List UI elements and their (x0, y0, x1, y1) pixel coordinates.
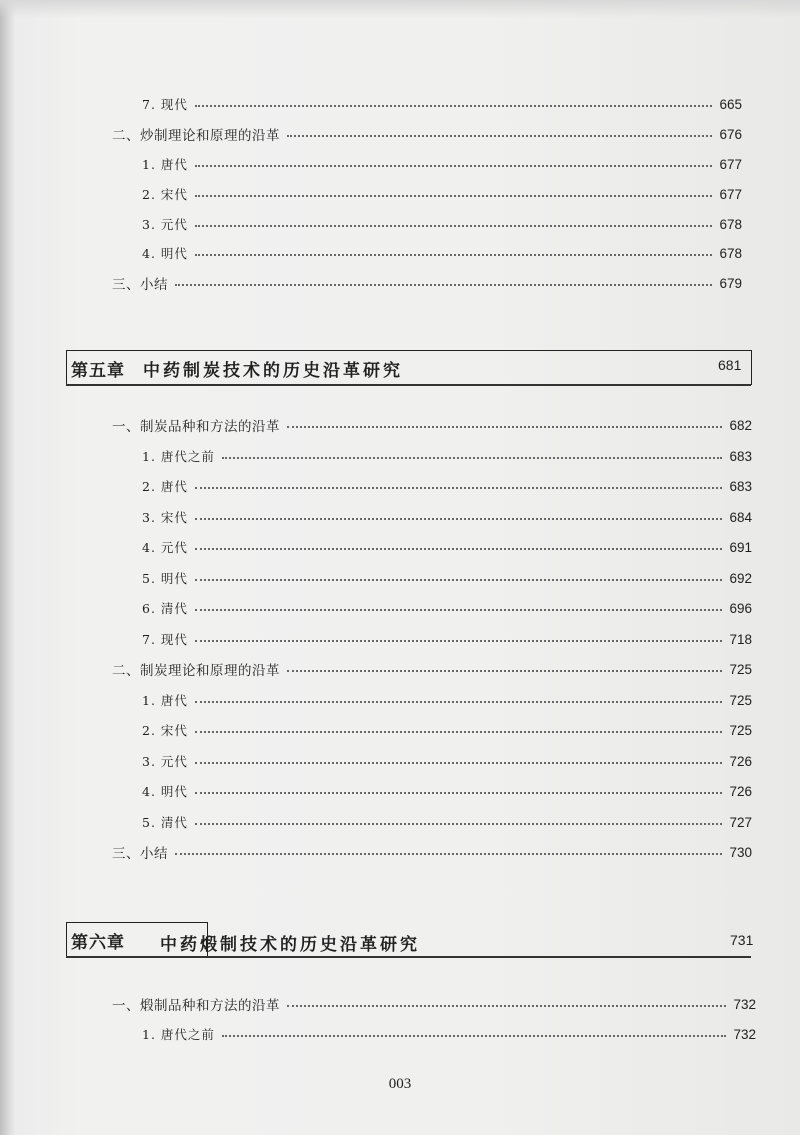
toc-entry-page: 732 (733, 996, 756, 1012)
toc-entry (142, 688, 752, 712)
toc-entry-page: 732 (733, 1026, 756, 1042)
toc-entry-label: 2. 宋代 (142, 187, 188, 202)
toc-entry-page: 691 (729, 539, 752, 555)
toc-entry-page: 727 (729, 814, 752, 830)
toc-entry-label: 三、小结 (112, 277, 168, 293)
toc-entry (142, 92, 742, 116)
toc-entry (142, 627, 752, 651)
toc-entry-page: 692 (729, 570, 752, 586)
toc-entry (142, 505, 752, 529)
toc-entry-label: 5. 清代 (142, 815, 188, 830)
toc-entry-page: 725 (729, 692, 752, 708)
toc-entry-label: 1. 唐代 (142, 157, 188, 172)
dot-leader (195, 731, 722, 733)
dot-leader (287, 1005, 726, 1007)
toc-entry-page: 677 (719, 186, 742, 202)
chapter-5-heading (66, 350, 752, 385)
dot-leader (222, 457, 722, 459)
chapter-5-number: 第五章 (71, 360, 125, 381)
toc-entry-label: 一、制炭品种和方法的沿革 (112, 419, 280, 435)
toc-entry (142, 152, 742, 176)
toc-entry-label: 二、制炭理论和原理的沿革 (112, 663, 280, 679)
dot-leader (195, 225, 712, 227)
toc-entry (142, 1022, 756, 1046)
dot-leader (195, 487, 722, 489)
toc-entry-label: 4. 明代 (142, 246, 188, 261)
dot-leader (195, 823, 722, 825)
toc-entry-label: 三、小结 (112, 846, 168, 862)
toc-entry-page: 726 (729, 783, 752, 799)
toc-entry (142, 241, 742, 265)
toc-entry-page: 677 (719, 156, 742, 172)
toc-entry-label: 6. 清代 (142, 601, 188, 616)
toc-entry-page: 676 (719, 126, 742, 142)
toc-entry-label: 5. 明代 (142, 571, 188, 586)
toc-entry-label: 1. 唐代之前 (142, 1027, 215, 1042)
dot-leader (195, 579, 722, 581)
chapter-5-page: 681 (718, 357, 742, 373)
dot-leader (195, 792, 722, 794)
dot-leader (287, 670, 722, 672)
chapter-6-rule (66, 956, 751, 958)
toc-entry (112, 122, 742, 146)
chapter-5-title: 中药制炭技术的历史沿革研究 (143, 360, 403, 381)
dot-leader (195, 609, 722, 611)
toc-entry-label: 1. 唐代 (142, 693, 188, 708)
toc-entry (142, 718, 752, 742)
dot-leader (195, 548, 722, 550)
toc-entry-label: 7. 现代 (142, 632, 188, 647)
toc-entry-page: 665 (719, 96, 742, 112)
toc-entry-label: 4. 明代 (142, 784, 188, 799)
dot-leader (222, 1035, 726, 1037)
toc-entry (142, 749, 752, 773)
toc-entry (112, 413, 752, 437)
chapter-5-rule (66, 384, 751, 386)
dot-leader (287, 426, 722, 428)
toc-entry-page: 718 (729, 631, 752, 647)
dot-leader (195, 701, 722, 703)
toc-entry-label: 3. 元代 (142, 754, 188, 769)
toc-entry (142, 444, 752, 468)
toc-entry (142, 596, 752, 620)
toc-entry-page: 696 (729, 600, 752, 616)
toc-entry-label: 3. 元代 (142, 217, 188, 232)
toc-entry (112, 840, 752, 864)
toc-entry-page: 730 (729, 844, 752, 860)
dot-leader (195, 254, 712, 256)
dot-leader (175, 853, 722, 855)
dot-leader (195, 640, 722, 642)
chapter-6-title: 中药煅制技术的历史沿革研究 (160, 935, 420, 955)
toc-entry-label: 1. 唐代之前 (142, 449, 215, 464)
toc-entry-label: 2. 唐代 (142, 479, 188, 494)
toc-entry-page: 678 (719, 216, 742, 232)
toc-entry-label: 7. 现代 (142, 97, 188, 112)
dot-leader (195, 105, 712, 107)
toc-entry (112, 271, 742, 295)
toc-entry-label: 二、炒制理论和原理的沿革 (112, 128, 280, 144)
toc-entry-page: 726 (729, 753, 752, 769)
toc-entry (142, 779, 752, 803)
toc-entry (112, 992, 756, 1016)
toc-entry-page: 725 (729, 661, 752, 677)
toc-entry-label: 一、煅制品种和方法的沿革 (112, 998, 280, 1014)
toc-entry-page: 684 (729, 509, 752, 525)
toc-entry-page: 725 (729, 722, 752, 738)
toc-entry-page: 679 (719, 275, 742, 291)
page-top-shadow (0, 0, 800, 18)
chapter-6-number: 第六章 (71, 932, 125, 953)
toc-entry (142, 566, 752, 590)
toc-entry-page: 683 (729, 478, 752, 494)
toc-entry-label: 4. 元代 (142, 540, 188, 555)
toc-entry (142, 474, 752, 498)
dot-leader (195, 762, 722, 764)
page-number: 003 (388, 1076, 412, 1092)
chapter-6-page: 731 (730, 932, 754, 948)
dot-leader (287, 135, 712, 137)
toc-entry (142, 182, 742, 206)
toc-entry (112, 657, 752, 681)
toc-entry (142, 810, 752, 834)
dot-leader (195, 165, 712, 167)
dot-leader (175, 284, 712, 286)
toc-entry (142, 212, 742, 236)
dot-leader (195, 518, 722, 520)
dot-leader (195, 195, 712, 197)
toc-entry-label: 2. 宋代 (142, 723, 188, 738)
toc-entry (142, 535, 752, 559)
toc-entry-page: 682 (729, 417, 752, 433)
toc-entry-page: 683 (729, 448, 752, 464)
toc-entry-page: 678 (719, 245, 742, 261)
toc-entry-label: 3. 宋代 (142, 510, 188, 525)
page-edge-shadow (0, 0, 14, 1135)
